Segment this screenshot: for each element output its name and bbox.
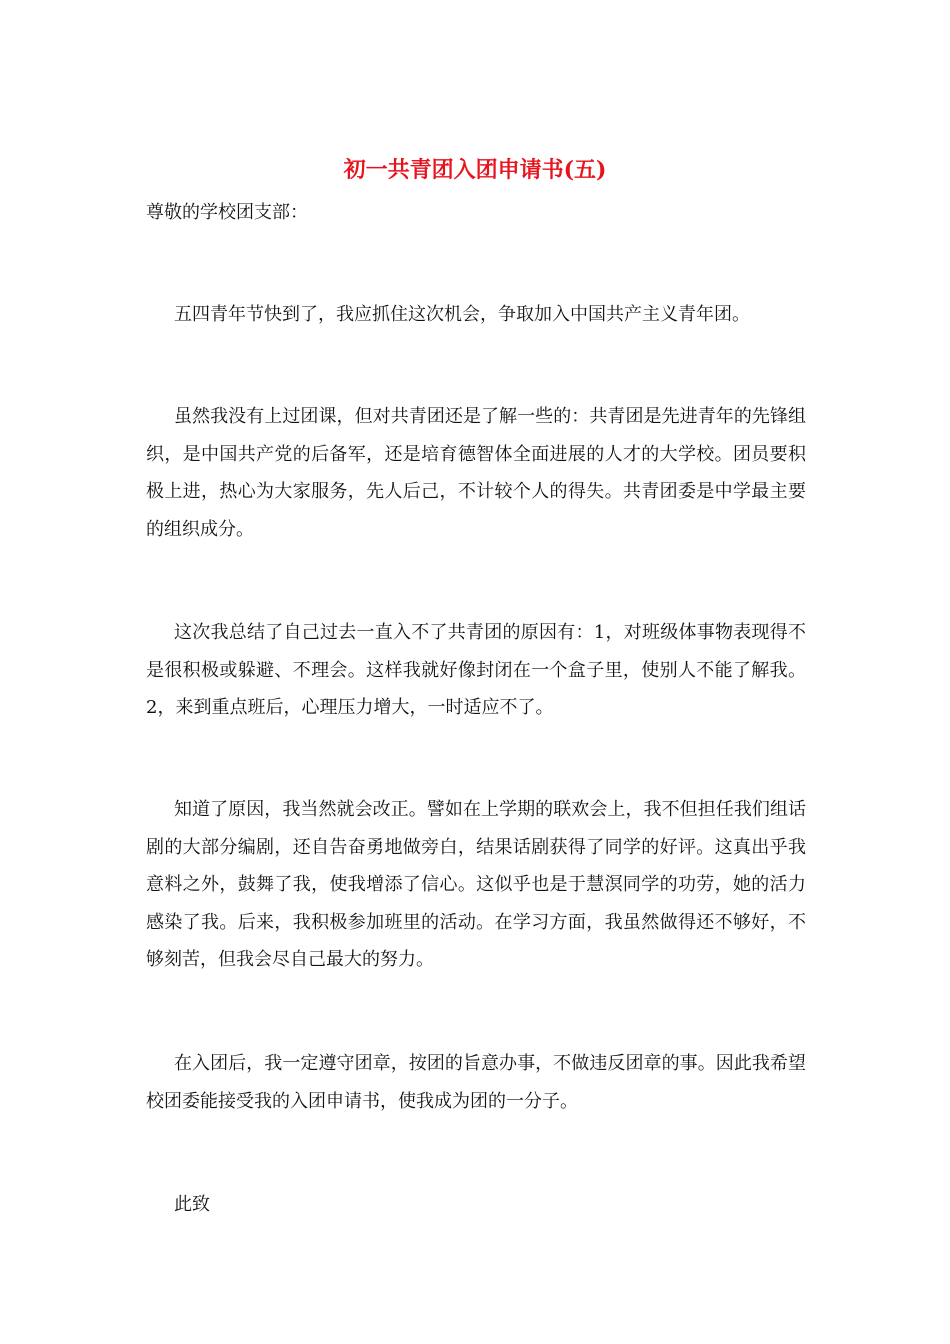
closing-text: 此致: [174, 1194, 210, 1215]
document-title: 初一共青团入团申请书(五): [343, 157, 607, 183]
paragraph-4: 知道了原因，我当然就会改正。譬如在上学期的联欢会上，我不但担任我们组话剧的大部分编剧，还自告奋勇地做旁白，结果话剧获得了同学的好评。这真出乎我意料之外，鼓舞了我，使我增添了信心。这似乎也是于慧溟同学的功劳，她的活力感染了我。后来，我积极参加班里的活动。在学习方面，我虽然做得还不够好，不够刻苦，但我会尽自己最大的努力。: [146, 799, 806, 970]
paragraph-2: 虽然我没有上过团课，但对共青团还是了解一些的：共青团是先进青年的先锋组织，是中国共产党的后备军，还是培育德智体全面进展的人才的大学校。团员要积极上进，热心为大家服务，先人后己，不计较个人的得失。共青团委是中学最主要的组织成分。: [146, 406, 806, 540]
paragraph-1: 五四青年节快到了，我应抓住这次机会，争取加入中国共产主义青年团。: [174, 304, 750, 325]
paragraph-3: 这次我总结了自己过去一直入不了共青团的原因有：1，对班级体事物表现得不是很积极或躲避、不理会。这样我就好像封闭在一个盒子里，使别人不能了解我。2，来到重点班后，心理压力增大，一时适应不了。: [146, 622, 806, 718]
salutation: 尊敬的学校团支部：: [146, 202, 308, 223]
paragraph-5: 在入团后，我一定遵守团章，按团的旨意办事，不做违反团章的事。因此我希望校团委能接受我的入团申请书，使我成为团的一分子。: [146, 1053, 806, 1112]
